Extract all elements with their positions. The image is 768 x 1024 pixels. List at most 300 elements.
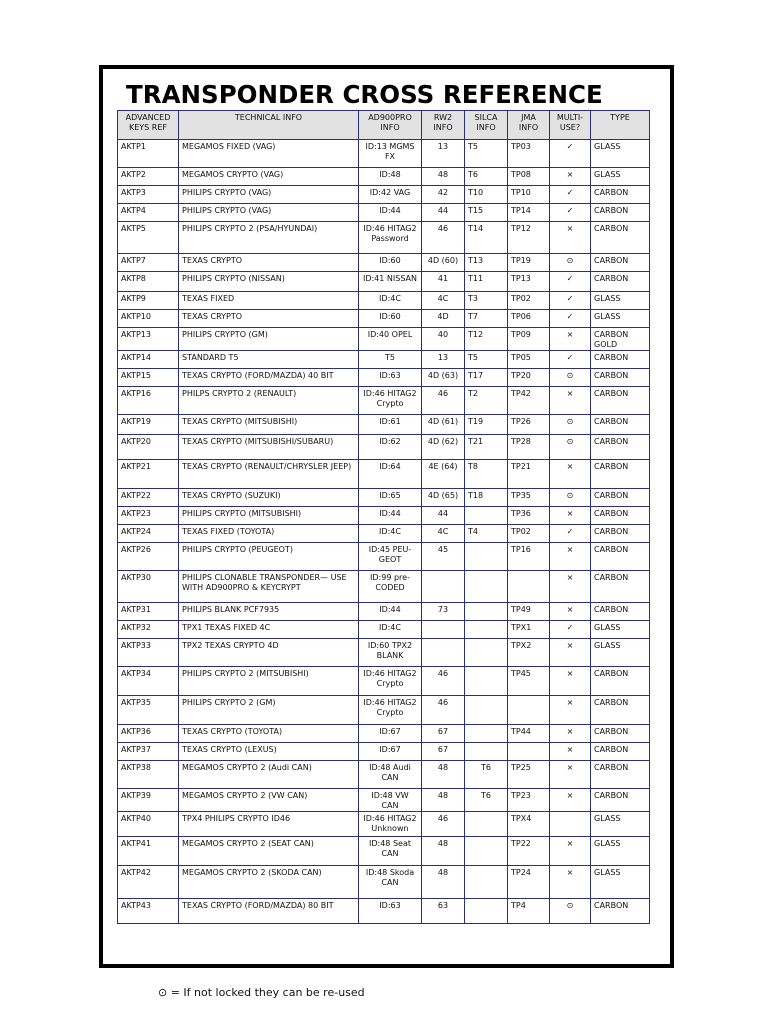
cell-ad900pro: ID:46 HITAG2 Unknown — [359, 812, 422, 837]
cell-ad900pro: ID:60 — [359, 310, 422, 328]
table-row — [118, 387, 650, 415]
cell-ad900pro: ID:48 VW CAN — [359, 789, 422, 812]
column-header-jma: JMA INFO — [508, 111, 550, 140]
cell-ad900pro: ID:46 HITAG2 Crypto — [359, 696, 422, 725]
cell-rw2: 4D (63) — [422, 369, 465, 387]
cell-silca: T5 — [465, 351, 508, 369]
cell-rw2: 4E (64) — [422, 460, 465, 489]
cell-multi-use: × — [550, 328, 591, 351]
table-row — [118, 351, 650, 369]
cell-jma: TP10 — [508, 186, 550, 204]
cell-rw2: 48 — [422, 837, 465, 866]
cell-ad900pro: ID:4C — [359, 621, 422, 639]
cell-silca: T3 — [465, 292, 508, 310]
table-row — [118, 696, 650, 725]
cell-jma: TP24 — [508, 866, 550, 899]
cell-technical-info: MEGAMOS FIXED (VAG) — [179, 140, 359, 168]
cell-ad900pro: ID:46 HITAG2 Crypto — [359, 387, 422, 415]
cell-jma — [508, 571, 550, 603]
cell-rw2: 44 — [422, 507, 465, 525]
cell-multi-use: × — [550, 571, 591, 603]
cell-multi-use — [550, 812, 591, 837]
cell-technical-info: TPX4 PHILIPS CRYPTO ID46 — [179, 812, 359, 837]
cell-type: CARBON — [591, 369, 650, 387]
cell-jma: TPX1 — [508, 621, 550, 639]
cell-jma: TP06 — [508, 310, 550, 328]
cell-silca — [465, 899, 508, 924]
column-header-ad900pro: AD900PRO INFO — [359, 111, 422, 140]
cell-rw2: 4D — [422, 310, 465, 328]
cell-ref: AKTP13 — [118, 328, 179, 351]
table-header-row — [118, 111, 650, 140]
cell-ref: AKTP35 — [118, 696, 179, 725]
cell-multi-use: ⊙ — [550, 254, 591, 272]
cell-silca — [465, 696, 508, 725]
cell-type: GLASS — [591, 168, 650, 186]
cell-type: GLASS — [591, 140, 650, 168]
cell-multi-use: × — [550, 387, 591, 415]
cell-ad900pro: ID:67 — [359, 725, 422, 743]
table-row — [118, 603, 650, 621]
cell-multi-use: ⊙ — [550, 435, 591, 460]
cell-ad900pro: ID:63 — [359, 369, 422, 387]
cell-technical-info: MEGAMOS CRYPTO (VAG) — [179, 168, 359, 186]
cell-silca — [465, 639, 508, 667]
cell-type: CARBON — [591, 507, 650, 525]
cell-rw2: 48 — [422, 866, 465, 899]
cell-technical-info: PHILIPS CRYPTO (VAG) — [179, 186, 359, 204]
cell-rw2 — [422, 621, 465, 639]
cell-multi-use: ✓ — [550, 140, 591, 168]
cell-technical-info: MEGAMOS CRYPTO 2 (Audi CAN) — [179, 761, 359, 789]
cell-ad900pro: ID:45 PEU-GEOT — [359, 543, 422, 571]
cell-silca: T14 — [465, 222, 508, 254]
cell-multi-use: × — [550, 866, 591, 899]
cell-ad900pro: ID:42 VAG — [359, 186, 422, 204]
cell-multi-use: × — [550, 222, 591, 254]
cell-silca: T13 — [465, 254, 508, 272]
cell-silca: T5 — [465, 140, 508, 168]
cell-silca: T6 — [465, 789, 508, 812]
cell-rw2: 46 — [422, 667, 465, 696]
table-row — [118, 725, 650, 743]
cell-technical-info: PHILIPS BLANK PCF7935 — [179, 603, 359, 621]
cell-multi-use: × — [550, 696, 591, 725]
table-row — [118, 222, 650, 254]
cell-jma: TP42 — [508, 387, 550, 415]
footnote-text: = If not locked they can be re-used — [170, 986, 365, 999]
cell-rw2: 63 — [422, 899, 465, 924]
cell-jma: TP12 — [508, 222, 550, 254]
cell-type: CARBON — [591, 222, 650, 254]
cell-type: CARBON — [591, 254, 650, 272]
cell-technical-info: TEXAS CRYPTO (LEXUS) — [179, 743, 359, 761]
cell-type: CARBON — [591, 603, 650, 621]
cell-technical-info: PHILIPS CRYPTO (MITSUBISHI) — [179, 507, 359, 525]
cell-ad900pro: ID:67 — [359, 743, 422, 761]
cell-jma: TP22 — [508, 837, 550, 866]
cell-jma: TP19 — [508, 254, 550, 272]
cell-technical-info: TEXAS CRYPTO — [179, 310, 359, 328]
table-row — [118, 866, 650, 899]
cell-ref: AKTP38 — [118, 761, 179, 789]
cell-jma: TP4 — [508, 899, 550, 924]
cell-silca — [465, 621, 508, 639]
cell-type: CARBON — [591, 204, 650, 222]
cell-ref: AKTP43 — [118, 899, 179, 924]
cell-jma: TP03 — [508, 140, 550, 168]
cell-multi-use: ✓ — [550, 310, 591, 328]
table-row — [118, 812, 650, 837]
table-row — [118, 543, 650, 571]
column-header-type: TYPE — [591, 111, 650, 140]
cell-technical-info: PHILIPS CRYPTO (VAG) — [179, 204, 359, 222]
table-row — [118, 186, 650, 204]
cell-type: CARBON — [591, 186, 650, 204]
cell-technical-info: TPX1 TEXAS FIXED 4C — [179, 621, 359, 639]
cell-silca: T12 — [465, 328, 508, 351]
column-header-rw2: RW2 INFO — [422, 111, 465, 140]
cell-ad900pro: ID:65 — [359, 489, 422, 507]
table-row — [118, 489, 650, 507]
cell-technical-info: TEXAS CRYPTO (RENAULT/CHRYSLER JEEP) — [179, 460, 359, 489]
cell-ad900pro: ID:61 — [359, 415, 422, 435]
cell-silca: T6 — [465, 168, 508, 186]
table-row — [118, 639, 650, 667]
table-row — [118, 837, 650, 866]
cell-type: CARBON — [591, 460, 650, 489]
cell-ad900pro: ID:44 — [359, 204, 422, 222]
cell-type: GLASS — [591, 292, 650, 310]
cell-silca — [465, 866, 508, 899]
cell-jma: TP08 — [508, 168, 550, 186]
cell-ad900pro: ID:4C — [359, 292, 422, 310]
cell-ad900pro: ID:44 — [359, 507, 422, 525]
cell-multi-use: × — [550, 168, 591, 186]
cell-multi-use: ✓ — [550, 272, 591, 292]
table-row — [118, 743, 650, 761]
cell-ref: AKTP7 — [118, 254, 179, 272]
cell-ad900pro: ID:48 Audi CAN — [359, 761, 422, 789]
cell-jma: TP36 — [508, 507, 550, 525]
cell-type: CARBON — [591, 743, 650, 761]
cell-ref: AKTP30 — [118, 571, 179, 603]
cell-multi-use: × — [550, 743, 591, 761]
cell-multi-use: ✓ — [550, 292, 591, 310]
cell-rw2: 42 — [422, 186, 465, 204]
cell-jma — [508, 696, 550, 725]
cell-rw2: 4D (60) — [422, 254, 465, 272]
cell-jma: TP49 — [508, 603, 550, 621]
cell-multi-use: × — [550, 789, 591, 812]
cell-ad900pro: ID:40 OPEL — [359, 328, 422, 351]
cell-multi-use: ✓ — [550, 204, 591, 222]
cell-rw2: 48 — [422, 761, 465, 789]
cell-technical-info: PHILIPS CRYPTO (PEUGEOT) — [179, 543, 359, 571]
cell-jma: TP20 — [508, 369, 550, 387]
cell-type: CARBON — [591, 525, 650, 543]
cell-ad900pro: ID:4C — [359, 525, 422, 543]
cell-ad900pro: ID:99 pre-CODED — [359, 571, 422, 603]
cell-multi-use: × — [550, 667, 591, 696]
cell-multi-use: × — [550, 725, 591, 743]
cell-multi-use: ⊙ — [550, 899, 591, 924]
cell-jma: TP23 — [508, 789, 550, 812]
cell-jma: TP44 — [508, 725, 550, 743]
cell-silca: T17 — [465, 369, 508, 387]
footnote — [158, 986, 365, 999]
cell-silca — [465, 812, 508, 837]
cell-jma: TP26 — [508, 415, 550, 435]
table-row — [118, 571, 650, 603]
cell-ad900pro: ID:41 NISSAN — [359, 272, 422, 292]
cell-rw2: 13 — [422, 351, 465, 369]
cell-jma: TP13 — [508, 272, 550, 292]
cell-multi-use: × — [550, 761, 591, 789]
table-row — [118, 168, 650, 186]
cell-ad900pro: ID:48 Seat CAN — [359, 837, 422, 866]
cell-technical-info: STANDARD T5 — [179, 351, 359, 369]
table-row — [118, 415, 650, 435]
cell-technical-info: PHILIPS CRYPTO 2 (GM) — [179, 696, 359, 725]
cell-technical-info: TEXAS CRYPTO (SUZUKI) — [179, 489, 359, 507]
cell-type: CARBON — [591, 725, 650, 743]
cell-silca: T11 — [465, 272, 508, 292]
cell-ref: AKTP8 — [118, 272, 179, 292]
cell-type: CARBON — [591, 415, 650, 435]
cell-technical-info: TEXAS CRYPTO — [179, 254, 359, 272]
cell-silca: T15 — [465, 204, 508, 222]
column-header-technical: TECHNICAL INFO — [179, 111, 359, 140]
cell-multi-use: ⊙ — [550, 415, 591, 435]
cell-ad900pro: ID:60 TPX2 BLANK — [359, 639, 422, 667]
cell-multi-use: × — [550, 639, 591, 667]
cell-ref: AKTP21 — [118, 460, 179, 489]
table-row — [118, 621, 650, 639]
cell-multi-use: ✓ — [550, 525, 591, 543]
cell-jma: TP45 — [508, 667, 550, 696]
cell-technical-info: PHILIPS CRYPTO (GM) — [179, 328, 359, 351]
cell-multi-use: ⊙ — [550, 369, 591, 387]
table-row — [118, 310, 650, 328]
cell-silca: T19 — [465, 415, 508, 435]
cell-jma: TP14 — [508, 204, 550, 222]
cell-technical-info: MEGAMOS CRYPTO 2 (SEAT CAN) — [179, 837, 359, 866]
cell-ad900pro: ID:63 — [359, 899, 422, 924]
cell-ref: AKTP2 — [118, 168, 179, 186]
cell-type: CARBON — [591, 899, 650, 924]
cell-technical-info: PHILIPS CRYPTO 2 (PSA/HYUNDAI) — [179, 222, 359, 254]
cell-ref: AKTP10 — [118, 310, 179, 328]
target-symbol-icon: ⊙ — [158, 986, 168, 999]
table-row — [118, 525, 650, 543]
column-header-multi-use: MULTI-USE? — [550, 111, 591, 140]
cell-rw2: 4C — [422, 525, 465, 543]
cell-ref: AKTP24 — [118, 525, 179, 543]
cell-type: CARBON — [591, 387, 650, 415]
cell-multi-use: ⊙ — [550, 489, 591, 507]
cell-rw2: 46 — [422, 812, 465, 837]
table-row — [118, 435, 650, 460]
cell-ref: AKTP41 — [118, 837, 179, 866]
cell-silca: T10 — [465, 186, 508, 204]
cell-ref: AKTP39 — [118, 789, 179, 812]
cell-technical-info: TPX2 TEXAS CRYPTO 4D — [179, 639, 359, 667]
cell-rw2: 67 — [422, 743, 465, 761]
table-row — [118, 761, 650, 789]
cell-rw2: 4C — [422, 292, 465, 310]
cell-ref: AKTP42 — [118, 866, 179, 899]
cell-ref: AKTP31 — [118, 603, 179, 621]
cell-ad900pro: ID:44 — [359, 603, 422, 621]
cell-silca: T18 — [465, 489, 508, 507]
cell-ad900pro: ID:13 MGMS FX — [359, 140, 422, 168]
cell-multi-use: ✓ — [550, 351, 591, 369]
cell-ref: AKTP5 — [118, 222, 179, 254]
cell-technical-info: MEGAMOS CRYPTO 2 (SKODA CAN) — [179, 866, 359, 899]
cell-jma: TPX2 — [508, 639, 550, 667]
cell-multi-use: × — [550, 460, 591, 489]
cell-rw2: 45 — [422, 543, 465, 571]
cell-technical-info: PHILIPS CRYPTO 2 (MITSUBISHI) — [179, 667, 359, 696]
cell-ref: AKTP32 — [118, 621, 179, 639]
cell-jma: TP05 — [508, 351, 550, 369]
cell-ref: AKTP33 — [118, 639, 179, 667]
cell-ad900pro: ID:46 HITAG2 Password — [359, 222, 422, 254]
table-row — [118, 254, 650, 272]
cell-silca: T7 — [465, 310, 508, 328]
cell-silca — [465, 543, 508, 571]
cell-ref: AKTP23 — [118, 507, 179, 525]
page-title: TRANSPONDER CROSS REFERENCE — [126, 80, 603, 109]
table-row — [118, 899, 650, 924]
cell-jma: TP16 — [508, 543, 550, 571]
cell-silca: T6 — [465, 761, 508, 789]
cell-jma: TP35 — [508, 489, 550, 507]
cell-type: GLASS — [591, 310, 650, 328]
cell-rw2: 40 — [422, 328, 465, 351]
table-body — [118, 140, 650, 924]
cell-type: CARBON — [591, 696, 650, 725]
cell-type: CARBON — [591, 667, 650, 696]
cell-ref: AKTP19 — [118, 415, 179, 435]
cell-rw2: 46 — [422, 387, 465, 415]
cell-ref: AKTP9 — [118, 292, 179, 310]
cell-silca — [465, 667, 508, 696]
cell-jma: TP25 — [508, 761, 550, 789]
cell-ad900pro: ID:48 — [359, 168, 422, 186]
column-header-ref: ADVANCED KEYS REF — [118, 111, 179, 140]
cell-silca: T4 — [465, 525, 508, 543]
cell-technical-info: PHILIPS CRYPTO (NISSAN) — [179, 272, 359, 292]
cell-rw2: 48 — [422, 168, 465, 186]
cell-rw2: 46 — [422, 696, 465, 725]
cell-type: GLASS — [591, 837, 650, 866]
cell-silca — [465, 743, 508, 761]
cell-technical-info: TEXAS CRYPTO (MITSUBISHI) — [179, 415, 359, 435]
table-row — [118, 789, 650, 812]
cell-type: CARBON — [591, 351, 650, 369]
cell-rw2: 44 — [422, 204, 465, 222]
cell-multi-use: ✓ — [550, 186, 591, 204]
cell-silca — [465, 571, 508, 603]
cell-ad900pro: ID:46 HITAG2 Crypto — [359, 667, 422, 696]
cell-multi-use: × — [550, 507, 591, 525]
cell-technical-info: PHILIPS CLONABLE TRANSPONDER— USE WITH AD900PRO & KEYCRYPT — [179, 571, 359, 603]
table-row — [118, 292, 650, 310]
cell-silca — [465, 837, 508, 866]
cell-silca: T2 — [465, 387, 508, 415]
cell-rw2: 48 — [422, 789, 465, 812]
cell-ref: AKTP3 — [118, 186, 179, 204]
column-header-silca: SILCA INFO — [465, 111, 508, 140]
cell-jma: TPX4 — [508, 812, 550, 837]
cell-multi-use: × — [550, 543, 591, 571]
cell-ref: AKTP1 — [118, 140, 179, 168]
cell-rw2: 67 — [422, 725, 465, 743]
cell-rw2: 4D (62) — [422, 435, 465, 460]
cell-technical-info: TEXAS CRYPTO (FORD/MAZDA) 40 BIT — [179, 369, 359, 387]
cell-ad900pro: ID:48 Skoda CAN — [359, 866, 422, 899]
cell-type: CARBON — [591, 272, 650, 292]
cell-jma: TP02 — [508, 292, 550, 310]
cell-rw2 — [422, 571, 465, 603]
cell-multi-use: × — [550, 603, 591, 621]
table-row — [118, 507, 650, 525]
cell-silca — [465, 507, 508, 525]
cell-type: CARBON — [591, 543, 650, 571]
cell-technical-info: TEXAS FIXED (TOYOTA) — [179, 525, 359, 543]
cell-ad900pro: ID:64 — [359, 460, 422, 489]
cell-type: CARBON — [591, 435, 650, 460]
cell-type: CARBON — [591, 571, 650, 603]
table-row — [118, 204, 650, 222]
cell-type: CARBON — [591, 789, 650, 812]
cell-rw2: 4D (65) — [422, 489, 465, 507]
table-row — [118, 667, 650, 696]
cell-type: CARBON — [591, 761, 650, 789]
cell-ad900pro: ID:62 — [359, 435, 422, 460]
cell-jma: TP09 — [508, 328, 550, 351]
cell-ref: AKTP26 — [118, 543, 179, 571]
cell-rw2: 73 — [422, 603, 465, 621]
cell-rw2: 41 — [422, 272, 465, 292]
cell-rw2: 13 — [422, 140, 465, 168]
cell-type: CARBON GOLD — [591, 328, 650, 351]
cell-type: CARBON — [591, 489, 650, 507]
cell-ref: AKTP16 — [118, 387, 179, 415]
cell-type: GLASS — [591, 866, 650, 899]
cell-type: GLASS — [591, 812, 650, 837]
cell-silca — [465, 725, 508, 743]
cell-silca — [465, 603, 508, 621]
cell-ref: AKTP36 — [118, 725, 179, 743]
cell-jma — [508, 743, 550, 761]
cell-technical-info: PHILPS CRYPTO 2 (RENAULT) — [179, 387, 359, 415]
cell-ref: AKTP20 — [118, 435, 179, 460]
cell-ref: AKTP22 — [118, 489, 179, 507]
cell-rw2 — [422, 639, 465, 667]
cell-ref: AKTP15 — [118, 369, 179, 387]
table-row — [118, 272, 650, 292]
cell-ref: AKTP40 — [118, 812, 179, 837]
cell-technical-info: MEGAMOS CRYPTO 2 (VW CAN) — [179, 789, 359, 812]
cell-multi-use: ✓ — [550, 621, 591, 639]
cross-reference-table — [117, 110, 650, 924]
cell-silca: T21 — [465, 435, 508, 460]
table-row — [118, 328, 650, 351]
cell-rw2: 4D (61) — [422, 415, 465, 435]
